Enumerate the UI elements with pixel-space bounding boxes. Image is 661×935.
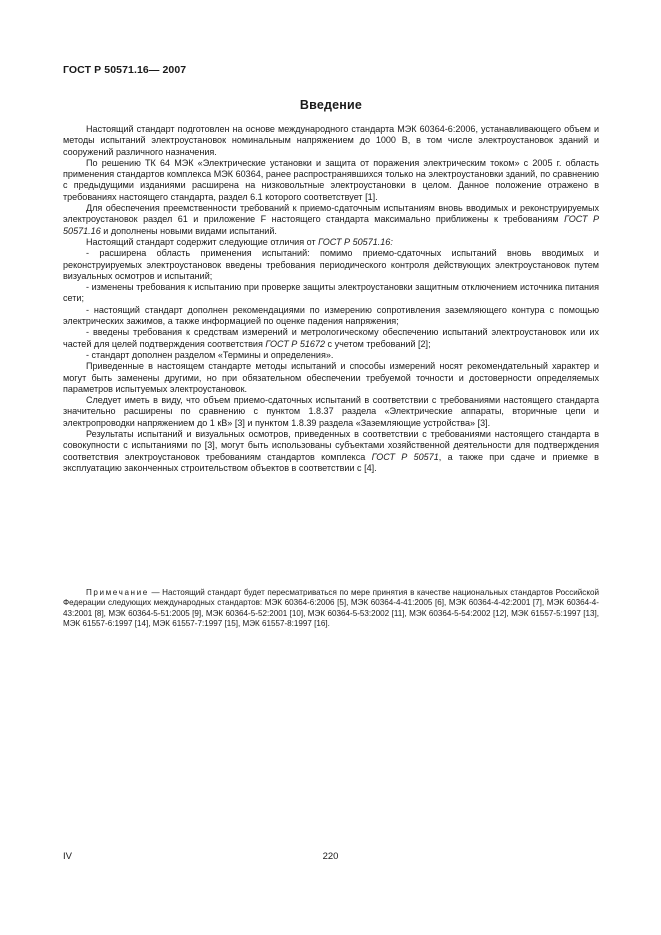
note-block [63,588,599,629]
standard-reference: ГОСТ Р 50571.16: [318,236,393,247]
paragraph: Настоящий стандарт содержит следующие отличия от ГОСТ Р 50571.16: [86,236,393,247]
paragraph: Результаты испытаний и визуальных осмотров, приведенных в соответствии с требованиями настоящего стандарта в совокупности с испытаниями по [3], могут быть использованы субъектами хозяйственной деятельности для подтверждения соответствия электроустановок требованиям стандартов комплекса ГОСТ Р 50571, а также при сдаче и приемке в эксплуатацию законченных строительством объектов в соответствии с [4]. [63,429,599,473]
paragraph: Настоящий стандарт подготовлен на основе международного стандарта МЭК 60364-6:2006, устанавливающего объем и методы испытаний электроустановок номинальным напряжением до 1000 В, в том числе электроустановок зданий и сооружений различного назначения. [63,124,599,157]
standard-reference: ГОСТ Р 50571 [371,451,439,462]
note-text: — Настоящий стандарт будет пересматриваться по мере принятия в качестве национальных стандартов Российской Федерации следующих международных стандартов: МЭК 60364-6:2006 [5], МЭК 60364-4-41:2005 [6], МЭК 60364-4-42:2001 [7], МЭК 60364-4-43:2001 [8], МЭК 60364-5-51:2005 [9], МЭК 60364-5-52:2001 [10], МЭК 60364-5-53:2002 [11], МЭК 60364-5-54:2002 [12], МЭК 61557-5:1997 [13], МЭК 61557-6:1997 [14], МЭК 61557-7:1997 [15], МЭК 61557-8:1997 [16]. [63,588,599,628]
standard-reference: ГОСТ Р 50571.16 [63,214,599,236]
paragraph: Для обеспечения преемственности требований к приемо-сдаточным испытаниям вновь вводимых и реконструируемых электроустановок раздел 61 и приложение F настоящего стандарта максимально приближены к требованиям ГОСТ Р 50571.16 и дополнены новыми видами испытаний. [63,203,599,236]
list-item: - расширена область применения испытаний: помимо приемо-сдаточных испытаний вновь вводимых и реконструируемых электроустановок введены требования периодического контроля действующих электроустановок путем визуальных осмотров и испытаний; [63,248,599,281]
paragraph: По решению ТК 64 МЭК «Электрические установки и защита от поражения электрическим током» с 2005 г. область применения стандартов комплекса МЭК 60364, ранее распространявшихся только на электроустановки зданий, по сравнению с предыдущими изданиями расширена на низковольтные электроустановки в целом. Данное положение отражено в требованиях настоящего стандарта, раздел 6.1 которого соответствует [1]. [63,157,599,202]
note-label: Примечание [86,588,149,597]
list-item: - стандарт дополнен разделом «Термины и определения». [86,349,334,360]
page-number: 220 [322,851,339,862]
introduction-body [63,124,599,474]
list-item: - введены требования к средствам измерений и метрологическому обеспечению испытаний электроустановок или их частей для целей подтверждения соответствия ГОСТ Р 51672 с учетом требований [2]; [63,327,599,349]
standard-reference: ГОСТ Р 51672 [265,338,326,349]
section-title: Введение [299,98,363,112]
roman-page-number: IV [63,851,72,862]
list-item: - настоящий стандарт дополнен рекомендациями по измерению сопротивления заземляющего контура с помощью электрических зажимов, а также информацией по оценке падения напряжения; [63,304,599,327]
paragraph: Следует иметь в виду, что объем приемо-сдаточных испытаний в соответствии с требованиями настоящего стандарта значительно расширены по сравнению с пунктом 1.8.37 раздела «Электрические аппараты, вторичные цепи и электропроводки напряжением до 1 кВ» [3] и пунктом 1.8.39 раздела «Заземляющие устройства» [3]. [63,395,599,428]
paragraph: Приведенные в настоящем стандарте методы испытаний и способы измерений носят рекомендательный характер и могут быть заменены другими, но при обязательном обеспечении требуемой точности и достоверности определяемых параметров испытуемых электроустановок. [63,361,599,394]
list-item: - изменены требования к испытанию при проверке защиты электроустановки защитным отключением источника питания сети; [63,282,599,304]
standard-header: ГОСТ Р 50571.16— 2007 [63,64,187,76]
